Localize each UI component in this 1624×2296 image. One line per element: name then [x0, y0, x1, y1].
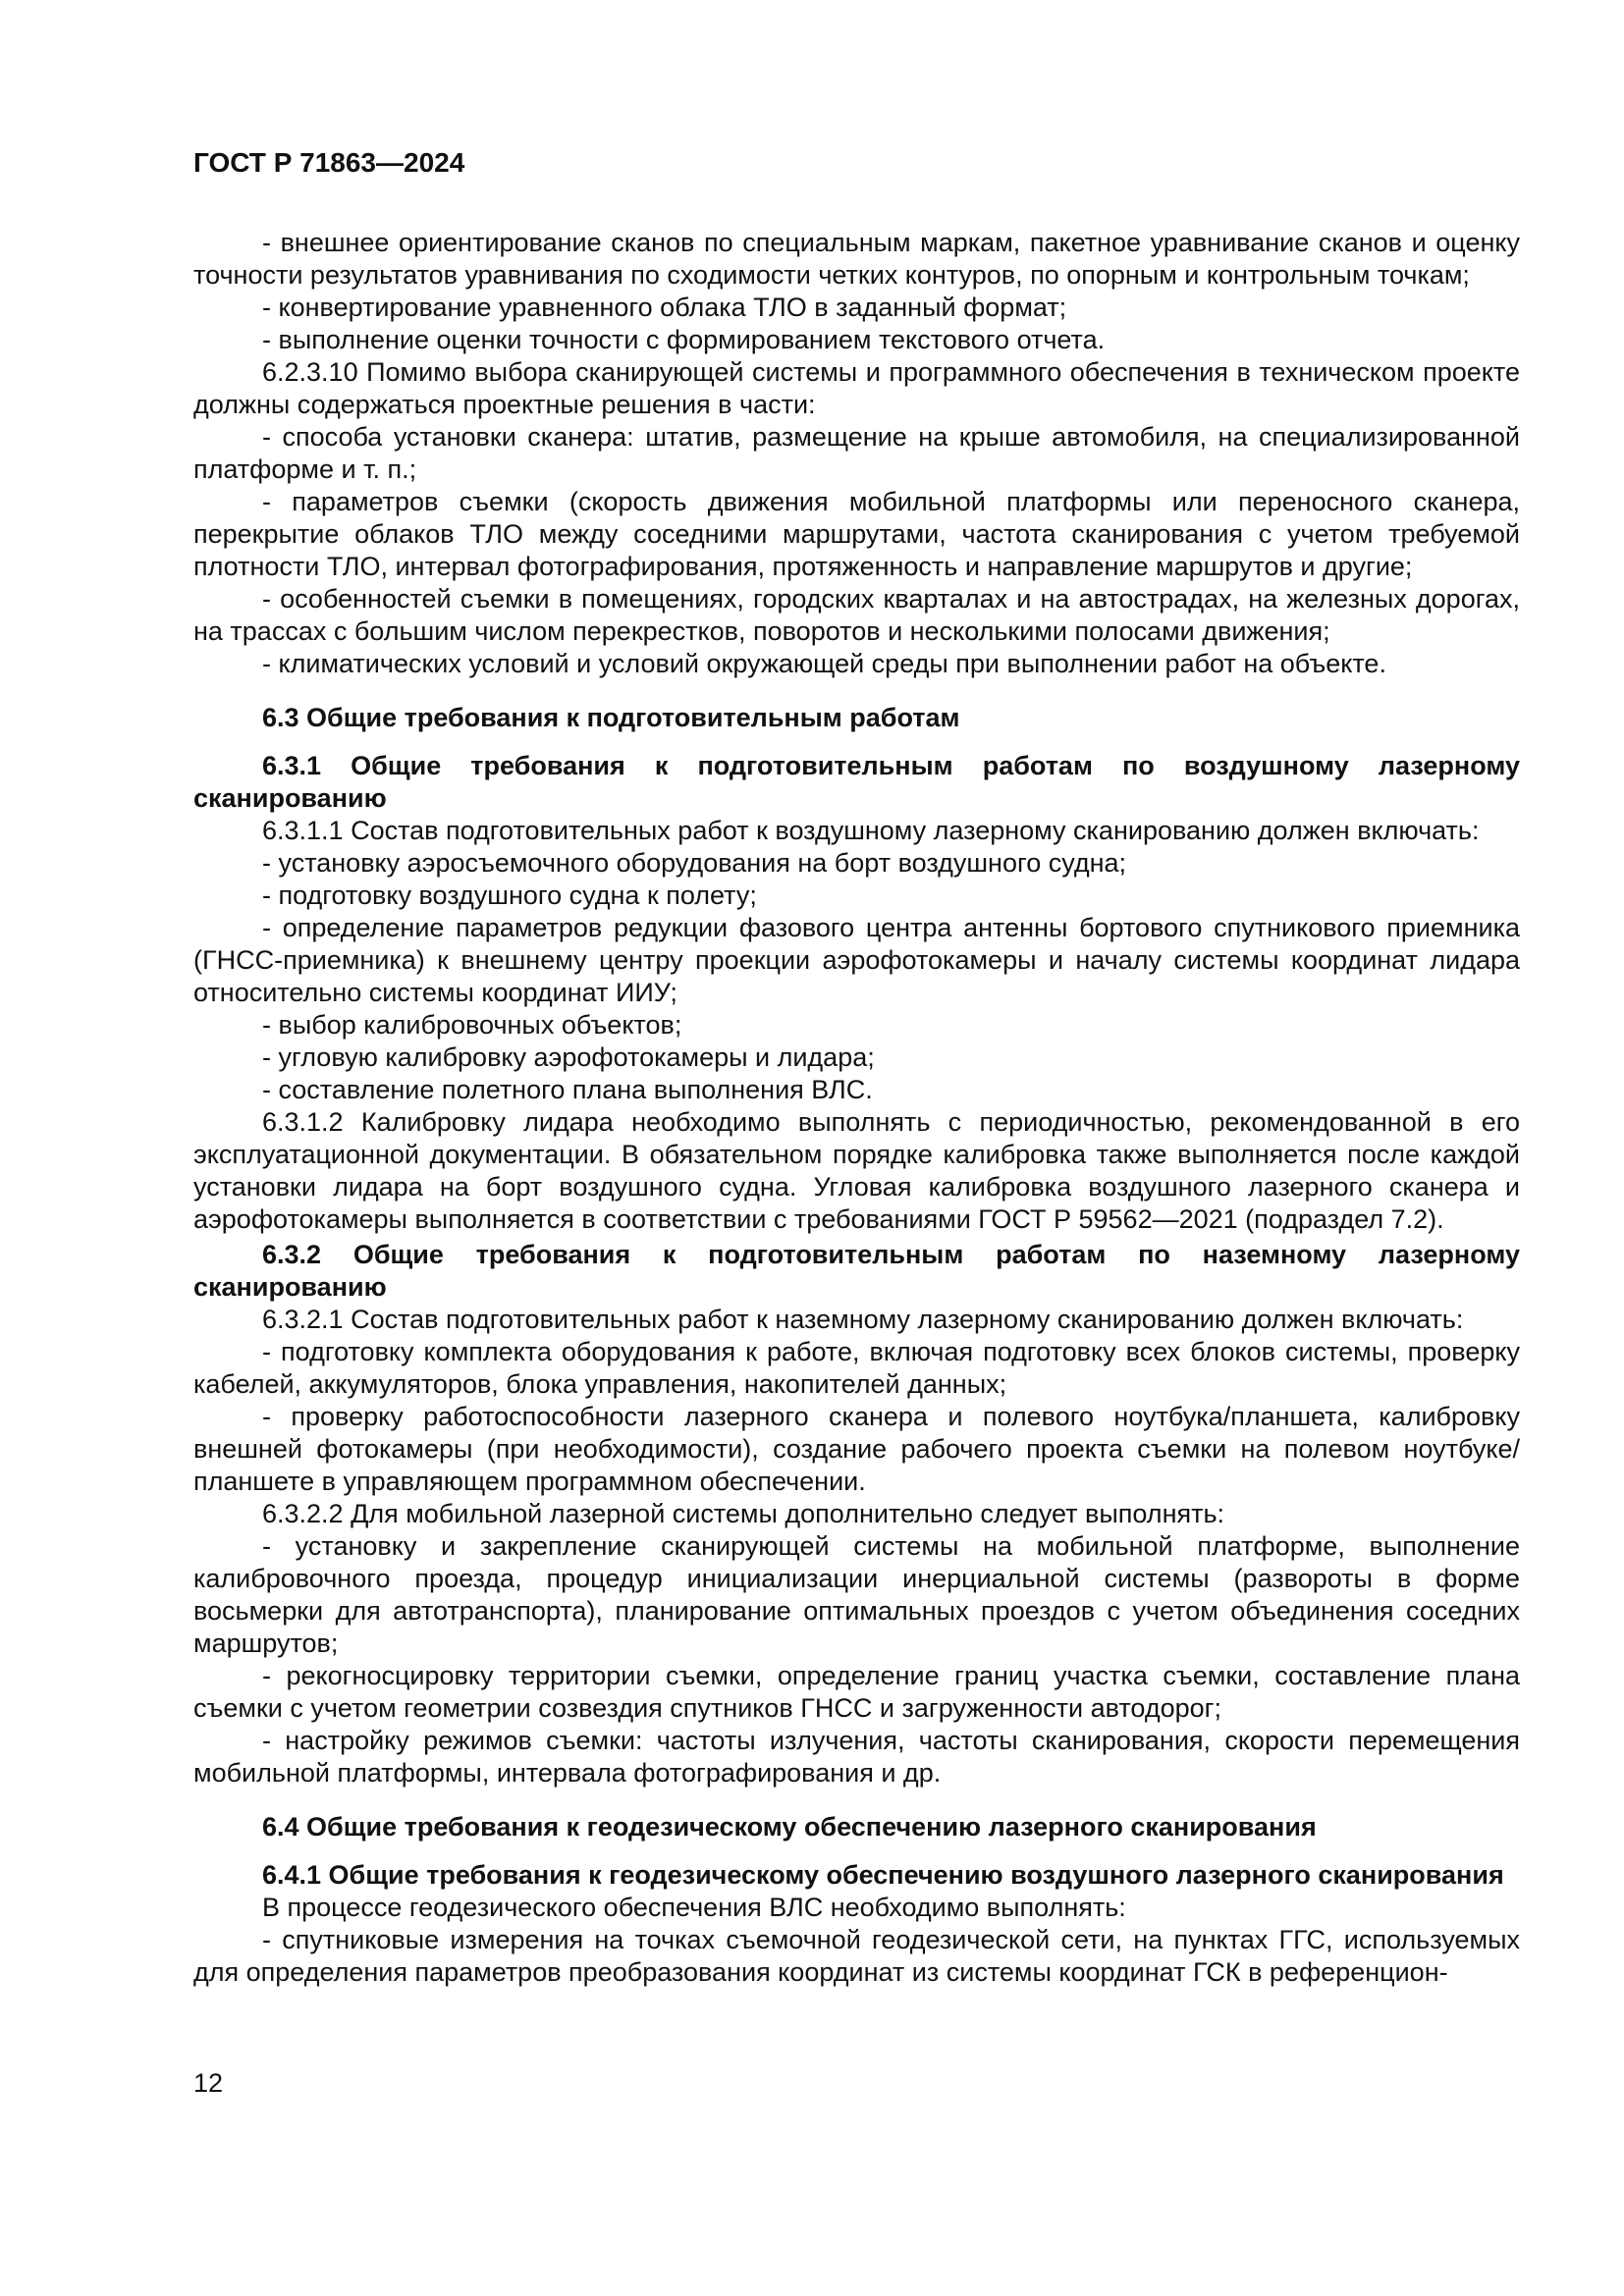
- paragraph-6-3-2-1: 6.3.2.1 Состав подготовительных работ к наземному лазерному сканированию должен включать:: [262, 1305, 1464, 1334]
- page-number: 12: [193, 2068, 224, 2098]
- paragraph-intro-6-4-1: В процессе геодезического обеспечения ВЛС необходимо выполнять:: [262, 1893, 1126, 1922]
- paragraph-6-3-2-2: 6.3.2.2 Для мобильной лазерной системы дополнительно следует выполнять:: [262, 1499, 1225, 1528]
- list-item: - подготовку комплекта оборудования к работе, включая подготовку всех блоков системы, проверку кабелей, аккумуляторов, блока управления, накопителей данных;: [193, 1337, 1520, 1399]
- paragraph-6-3-1-2: 6.3.1.2 Калибровку лидара необходимо выполнять с периодичностью, рекомендованной в его эксплуатационной документации. В обязательном порядке калибровка также выполняется после каждой установки лидара на борт воздушного судна. Угловая калибровка воздушного лазерного сканера и аэрофотокамеры выполняется в соответствии с требованиями ГОСТ Р 59562—2021 (подраздел 7.2).: [193, 1107, 1520, 1234]
- list-item: - выполнение оценки точности с формированием текстового отчета.: [262, 325, 1106, 354]
- list-item: - спутниковые измерения на точках съемочной геодезической сети, на пунктах ГГС, используемых для определения параметров преобразования координат из системы координат ГСК в референцион-: [193, 1925, 1520, 1987]
- list-item: - проверку работоспособности лазерного сканера и полевого ноутбука/планшета, калибровку внешней фотокамеры (при необходимости), создание рабочего проекта съемки на полевом ноутбуке/планшете в управляющем программном обеспечении.: [193, 1402, 1520, 1496]
- list-item: - особенностей съемки в помещениях, городских кварталах и на автострадах, на железных дорогах, на трассах с большим числом перекрестков, поворотов и несколькими полосами движения;: [193, 584, 1520, 646]
- list-item: - определение параметров редукции фазового центра антенны бортового спутникового приемника (ГНСС-приемника) к внешнему центру проекции аэрофотокамеры и началу системы координат лидара относительно системы координат ИИУ;: [193, 913, 1520, 1007]
- paragraph-6-3-1-1: 6.3.1.1 Состав подготовительных работ к воздушному лазерному сканированию должен включать:: [262, 816, 1480, 845]
- list-item: - конвертирование уравненного облака ТЛО в заданный формат;: [262, 293, 1067, 322]
- list-item: - угловую калибровку аэрофотокамеры и лидара;: [262, 1042, 875, 1072]
- list-item: - составление полетного плана выполнения ВЛС.: [262, 1075, 873, 1104]
- document-header: ГОСТ Р 71863—2024: [193, 147, 465, 178]
- section-heading-6-4-1: 6.4.1 Общие требования к геодезическому обеспечению воздушного лазерного сканирования: [262, 1860, 1504, 1890]
- list-item: - настройку режимов съемки: частоты излучения, частоты сканирования, скорости перемещения мобильной платформы, интервала фотографирования и др.: [193, 1726, 1520, 1788]
- list-item: - выбор калибровочных объектов;: [262, 1010, 682, 1040]
- list-item: - подготовку воздушного судна к полету;: [262, 881, 757, 910]
- section-heading-6-3: 6.3 Общие требования к подготовительным работам: [262, 703, 960, 732]
- list-item: - параметров съемки (скорость движения мобильной платформы или переносного сканера, перекрытие облаков ТЛО между соседними маршрутами, частота сканирования с учетом требуемой плотности ТЛО, интервал фотографирования, протяженность и направление маршрутов и другие;: [193, 487, 1520, 581]
- list-item: - способа установки сканера: штатив, размещение на крыше автомобиля, на специализированной платформе и т. п.;: [193, 422, 1520, 484]
- section-heading-6-3-1: 6.3.1 Общие требования к подготовительным работам по воздушному лазерному сканированию: [193, 751, 1520, 813]
- document-body: [193, 227, 1520, 1989]
- list-item: - внешнее ориентирование сканов по специальным маркам, пакетное уравнивание сканов и оценку точности результатов уравнивания по сходимости четких контуров, по опорным и контрольным точкам;: [193, 228, 1520, 290]
- list-item: - климатических условий и условий окружающей среды при выполнении работ на объекте.: [262, 649, 1386, 678]
- section-heading-6-4: 6.4 Общие требования к геодезическому обеспечению лазерного сканирования: [262, 1812, 1317, 1842]
- list-item: - установку и закрепление сканирующей системы на мобильной платформе, выполнение калибровочного проезда, процедур инициализации инерциальной системы (развороты в форме восьмерки для автотранспорта), планирование оптимальных проездов с учетом объединения соседних маршрутов;: [193, 1531, 1520, 1658]
- paragraph-6-2-3-10: 6.2.3.10 Помимо выбора сканирующей системы и программного обеспечения в техническом проекте должны содержаться проектные решения в части:: [193, 357, 1520, 419]
- list-item: - установку аэросъемочного оборудования на борт воздушного судна;: [262, 848, 1127, 878]
- list-item: - рекогносцировку территории съемки, определение границ участка съемки, составление плана съемки с учетом геометрии созвездия спутников ГНСС и загруженности автодорог;: [193, 1661, 1520, 1723]
- section-heading-6-3-2: 6.3.2 Общие требования к подготовительным работам по наземному лазерному сканированию: [193, 1240, 1520, 1302]
